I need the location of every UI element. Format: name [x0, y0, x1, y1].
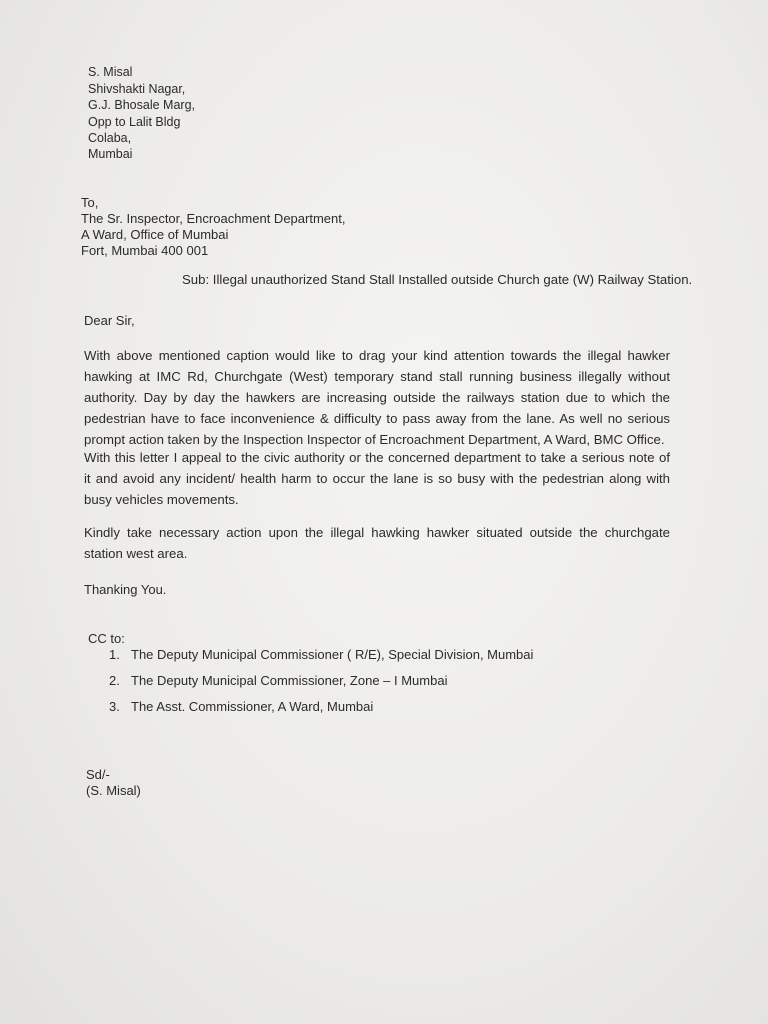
body-paragraph-1: [84, 345, 670, 450]
paragraph-line: hawking at IMC Rd, Churchgate (West) temporary stand stall running business illegally without: [84, 369, 670, 384]
cc-label: CC to:: [88, 631, 125, 646]
sender-address-line: Mumbai: [88, 147, 133, 161]
paragraph-line: busy vehicles movements.: [84, 492, 239, 507]
cc-item: The Asst. Commissioner, A Ward, Mumbai: [131, 699, 374, 714]
paragraph-line: it and avoid any incident/ health harm to occur the lane is so busy with the pedestrian along with: [84, 471, 670, 486]
closing: Thanking You.: [84, 582, 167, 597]
salutation: Dear Sir,: [84, 313, 135, 328]
sender-address-line: Opp to Lalit Bldg: [88, 115, 181, 129]
recipient-line: The Sr. Inspector, Encroachment Department,: [81, 211, 346, 226]
sender-address-line: Shivshakti Nagar,: [88, 82, 186, 96]
paragraph-line: With above mentioned caption would like to drag your kind attention towards the illegal hawker: [84, 348, 670, 363]
body-paragraph-2: [84, 447, 670, 510]
cc-number: 3.: [109, 699, 120, 714]
cc-number: 1.: [109, 647, 120, 662]
body-paragraph-3: [84, 522, 670, 564]
paragraph-line: prompt action taken by the Inspection Inspector of Encroachment Department, A Ward, BMC Office.: [84, 432, 665, 447]
signature-mark: Sd/-: [86, 767, 110, 782]
sender-address-line: G.J. Bhosale Marg,: [88, 98, 195, 112]
sender-name: S. Misal: [88, 65, 133, 79]
to-label: To,: [81, 195, 99, 210]
recipient-line: Fort, Mumbai 400 001: [81, 243, 209, 258]
paragraph-line: pedestrian have to face inconvenience & difficulty to pass away from the lane. As well no serious: [84, 411, 670, 426]
paragraph-line: With this letter I appeal to the civic authority or the concerned department to take a serious note of: [84, 450, 670, 465]
paragraph-line: Kindly take necessary action upon the illegal hawking hawker situated outside the churchgate: [84, 525, 670, 540]
paragraph-line: authority. Day by day the hawkers are increasing outside the railways station due to which the: [84, 390, 670, 405]
subject-line: Sub: Illegal unauthorized Stand Stall Installed outside Church gate (W) Railway Station.: [182, 272, 693, 287]
signature-name: (S. Misal): [86, 783, 141, 798]
paragraph-line: station west area.: [84, 546, 188, 561]
recipient-line: A Ward, Office of Mumbai: [81, 227, 229, 242]
cc-item: The Deputy Municipal Commissioner ( R/E), Special Division, Mumbai: [131, 647, 534, 662]
sender-address-line: Colaba,: [88, 131, 132, 145]
cc-item: The Deputy Municipal Commissioner, Zone – I Mumbai: [131, 673, 448, 688]
cc-number: 2.: [109, 673, 120, 688]
